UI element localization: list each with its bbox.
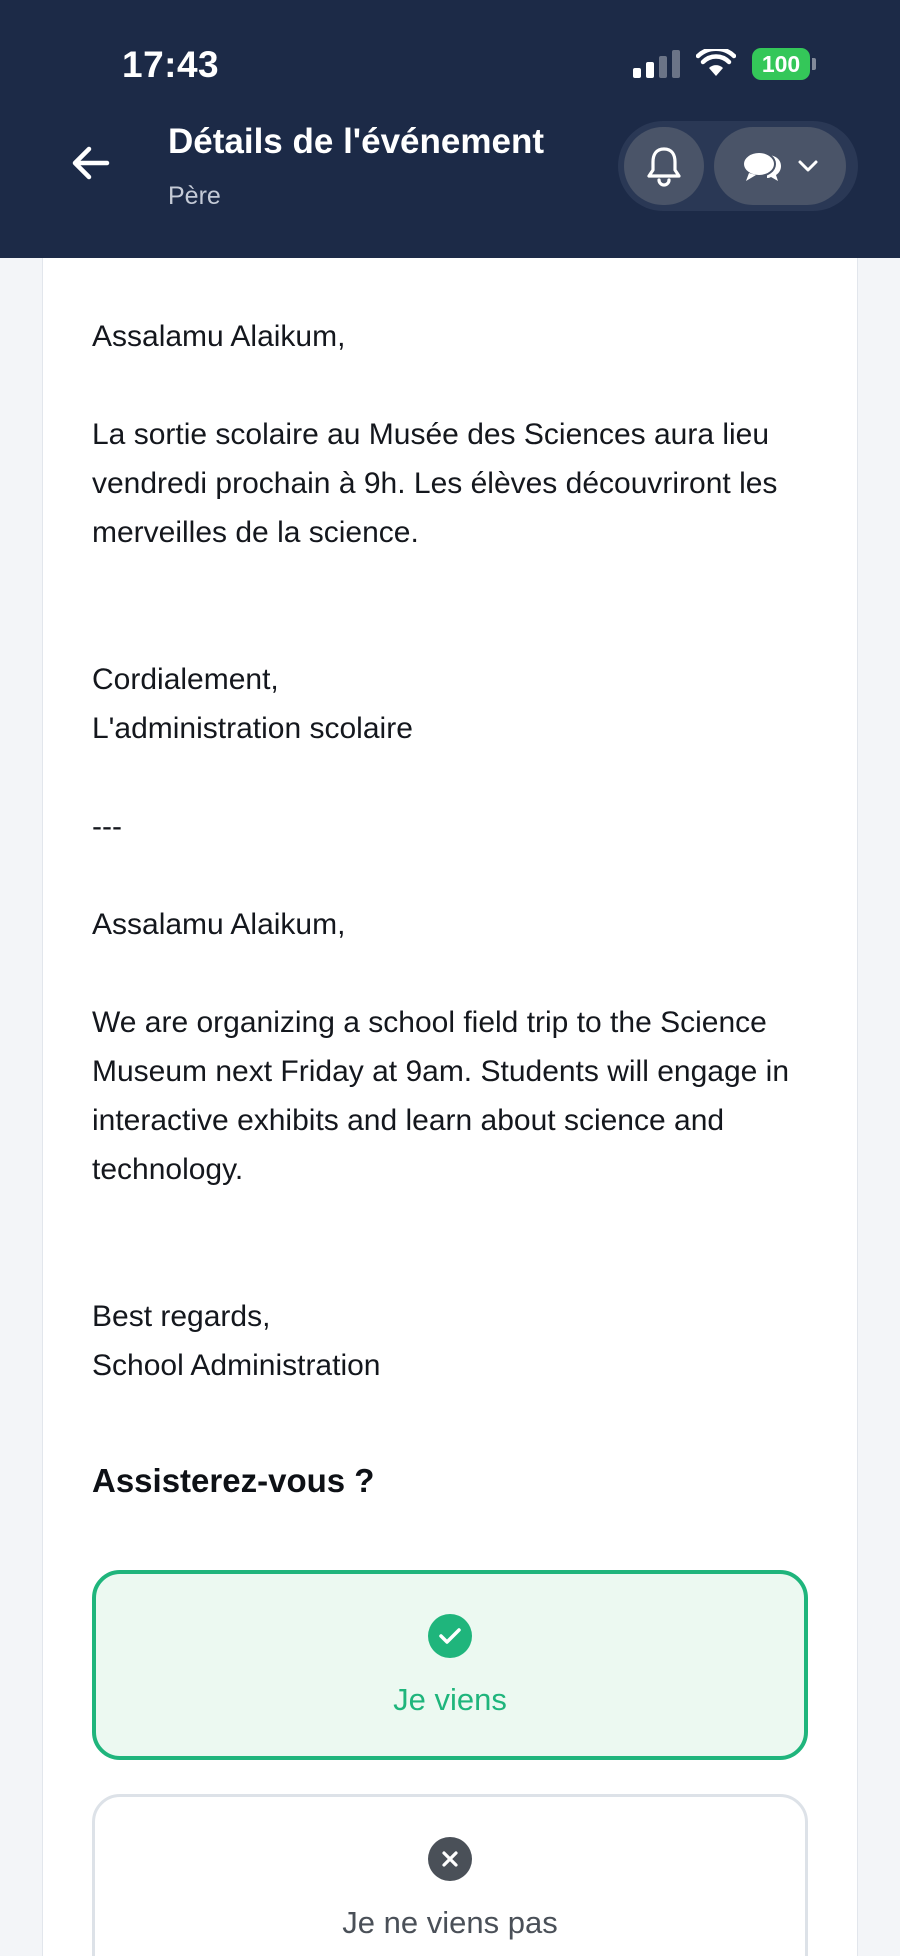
rsvp-yes-button[interactable] xyxy=(92,1570,808,1760)
check-circle-icon xyxy=(428,1614,472,1658)
back-button[interactable] xyxy=(58,130,124,196)
status-icons xyxy=(633,48,816,80)
bell-icon xyxy=(645,145,683,187)
rsvp-yes-label: Je viens xyxy=(393,1682,507,1717)
event-message: Assalamu Alaikum, La sortie scolaire au Musée des Sciences aura lieu vendredi prochain à 9h. Les élèves découvriront les merveilles de la science. Cordialement, L'administration scolaire --- Assalamu Alaikum, We are organizing a school field trip to the Science Museum next Friday at 9am. Students will engage in interactive exhibits and learn about science and technology. Best regards, School Administration xyxy=(92,320,790,1382)
app-header xyxy=(0,0,900,258)
rsvp-no-label: Je ne viens pas xyxy=(342,1905,558,1940)
rsvp-question: Assisterez-vous ? xyxy=(92,1462,375,1499)
arrow-left-icon xyxy=(71,145,111,181)
status-time: 17:43 xyxy=(122,44,220,85)
chevron-down-icon xyxy=(797,159,819,173)
page-subtitle: Père xyxy=(168,182,221,210)
chat-language-button[interactable] xyxy=(714,127,846,205)
wifi-icon xyxy=(696,49,736,79)
page-title: Détails de l'événement xyxy=(168,122,544,161)
chat-bubbles-icon xyxy=(741,147,783,185)
x-circle-icon xyxy=(428,1837,472,1881)
rsvp-no-button[interactable] xyxy=(92,1794,808,1956)
battery-icon xyxy=(752,48,816,80)
header-actions xyxy=(618,121,858,211)
notifications-button[interactable] xyxy=(624,127,704,205)
signal-icon xyxy=(633,50,680,78)
battery-level: 100 xyxy=(752,48,810,80)
